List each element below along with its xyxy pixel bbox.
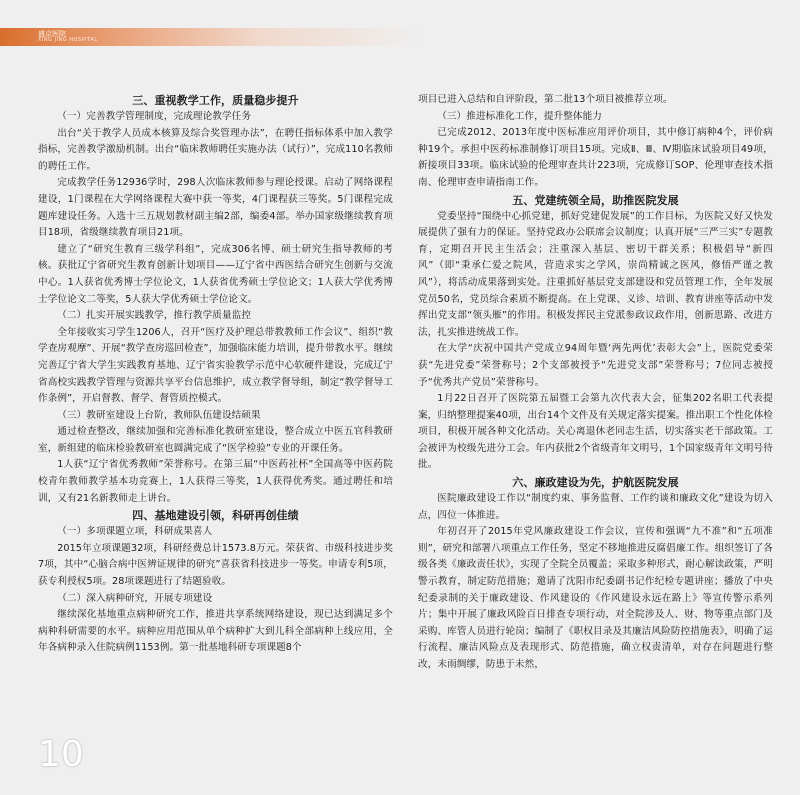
paragraph: 医院廉政建设工作以“制度约束、事务监督、工作约谈和廉政文化”建设为切入点，四位一体推进。 bbox=[418, 493, 773, 521]
paragraph: 建立了“研究生教育三级学科组”，完成306名博、硕士研究生指导教师的考核。获批辽宁省研究生教育创新计划项目——辽宁省中西医结合研究生创新与交流中心。1人获省优秀博士学位论文，1人获省优秀硕士学位论文；1人获大学优秀博士学位论文二等奖，5人获大学优秀硕士学位论文。 bbox=[38, 243, 393, 305]
magazine-title-en: XING JING HOSPITAL bbox=[38, 37, 98, 43]
paragraph: 已完成2012、2013年度中医标准应用评价项目，其中修订病种4个，评价病种19个。承担中医药标准制修订项目15项。完成Ⅱ、Ⅲ、Ⅳ期临床试验项目49项，新接项目33项。临床试验的伦理审查共计223项，完成修订SOP、伦理审查技术指南、伦理审查申请指南工作。 bbox=[418, 127, 773, 188]
subsection-heading: （一）多项课题立项，科研成果喜人 bbox=[57, 526, 213, 538]
right-column bbox=[418, 92, 773, 674]
paragraph: 2015年立项课题32项，科研经费总计1573.8万元。荣获省、市级科技进步奖7项，其中“心脑合病中医辨证规律的研究”喜获省科技进步一等奖。申请专利5项，获专利授权5项。28项课题进行了结题验收。 bbox=[38, 542, 393, 588]
paragraph: 在大学“庆祝中国共产党成立94周年暨‘两先两优’表彰大会”上，医院党委荣获“先进党委”荣誉称号；2个支部被授予“先进党支部”荣誉称号；7位同志被授予“优秀共产党员”荣誉称号。 bbox=[418, 343, 773, 388]
paragraph: 全年接收实习学生1206人，召开“医疗及护理总带教教师工作会议”、组织“教学查房观摩”、开展“教学查房巡回检查”，加强临床能力培训，提升带教水平。继续完善辽宁省大学生实践教育基地、辽宁省实验教学示范中心软硬件建设，完成辽宁省高校实践教学管理与资源共享平台信息维护，成立教学督导组，制定“教学督导工作条例”，开启督教、督学、督管质控模式。 bbox=[38, 326, 393, 405]
paragraph: 1月22日召开了医院第五届暨工会第九次代表大会，征集202名职工代表提案，归纳整理提案40项，出台14个文件及有关规定落实提案。推出职工个性化体检项目，积极开展各种文化活动。关心离退休老同志生活，切实落实老干部政策。工会被评为校级先进分工会。年内获批2个省级青年文明号，1个国家级青年文明号待批。 bbox=[418, 393, 774, 471]
paragraph: 年初召开了2015年党风廉政建设工作会议，宣传和强调“九不准”和“五项准则”，研究和部署八项重点工作任务，坚定不移地推进反腐倡廉工作。组织签订了各级各类《廉政责任状》，实现了全院全员覆盖；采取多种形式，耐心解读政策，严明警示教育，制定防范措施；邀请了沈阳市纪委副书记作纪检专题讲座；播放了中央纪委录制的关于廉政建设、作风建设的《作风建设永远在路上》等宣传警示系列片；集中开展了廉政风险百日排查专项行动，对全院涉及人、财、物等重点部门及采购、库管人员进行轮岗；编制了《职权目录及其廉洁风险防控措施表》，明确了运行流程、廉洁风险点及表现形式、防范措施，确立权责清单，对存在问题进行整改，未雨绸缪，防患于未然， bbox=[418, 526, 773, 670]
magazine-title-cn: 盛京医院 bbox=[38, 30, 66, 38]
paragraph: 继续深化基地重点病种研究工作，推进共享系统网络建设，现已达到满足多个病种科研需要的水平。病种应用范围从单个病种扩大到儿科全部病种上线应用，全年各病种录入住院病例1153例。第一批基地科研专项课题8个 bbox=[38, 609, 393, 654]
section-heading: 四、基地建设引领，科研再创佳绩 bbox=[132, 509, 299, 523]
subsection-heading: （三）教研室建设上台阶，教师队伍建设结硕果 bbox=[57, 409, 261, 421]
paragraph: 出台“关于教学人员成本核算及综合奖管理办法”，在聘任指标体系中加入教学指标，完善教学激励机制。出台“临床教师聘任实施办法（试行）”，完成110名教师的聘任工作。 bbox=[38, 127, 393, 172]
header-banner bbox=[0, 28, 800, 46]
page-number: 10 bbox=[38, 734, 84, 775]
subsection-heading: （三）推进标准化工作，提升整体能力 bbox=[437, 110, 602, 122]
subsection-heading: （一）完善教学管理制度，完成理论教学任务 bbox=[57, 111, 252, 122]
section-heading: 六、廉政建设为先，护航医院发展 bbox=[512, 476, 679, 490]
section-heading: 三、重视教学工作，质量稳步提升 bbox=[132, 94, 299, 107]
paragraph: 通过检查整改，继续加强和完善标准化教研室建设，整合成立中医五官科教研室，新组建的临床检验教研室也圆满完成了“医学检验”专业的开课任务。 bbox=[38, 426, 393, 454]
paragraph: 项目已进入总结和自评阶段，第二批13个项目被推荐立项。 bbox=[418, 94, 673, 105]
subsection-heading: （二）扎实开展实践教学，推行教学质量监控 bbox=[57, 310, 252, 322]
paragraph: 1人获“辽宁省优秀教师”荣誉称号。在第三届“中医药社杯”全国高等中医药院校青年教师教学基本功竞赛上，1人获得三等奖，1人获得优秀奖。通过聘任和培训，又有21名新教师走上讲台。 bbox=[38, 459, 393, 504]
section-heading: 五、党建统领全局，助推医院发展 bbox=[512, 193, 679, 207]
left-column bbox=[38, 92, 393, 657]
paragraph: 完成教学任务12936学时，298人次临床教师参与理论授课。启动了网络课程建设，1门课程在大学网络课程大赛中获一等奖，4门课程获三等奖。5门课程完成题库建设任务。入选十三五规划教材副主编2部，编委4部。举办国家级继续教育项目18项，省级继续教育项目21项。 bbox=[38, 177, 393, 239]
paragraph: 党委坚持“围绕中心抓党建，抓好党建促发展”的工作目标，为医院又好又快发展提供了强有力的保证。坚持党政办公联席会议制度；认真开展“三严三实”专题教育，定期召开民主生活会；注重深入基层、密切干群关系；积极倡导“新四风”（即“秉承仁爱之院风，营造求实之学风，崇尚精诚之医风，修悟严谨之教风”），将活动成果落到实处。注重抓好基层党支部建设和党员管理工作，全年发展党员50名，党员综合素质不断提高。在上党课、义诊、培训、教育讲座等活动中发挥出党支部“领头雁”的作用。积极发挥民主党派参政议政作用，创新思路、改进方法，扎实推进统战工作。 bbox=[418, 210, 773, 338]
subsection-heading: （二）深入病种研究，开展专项建设 bbox=[57, 592, 213, 604]
